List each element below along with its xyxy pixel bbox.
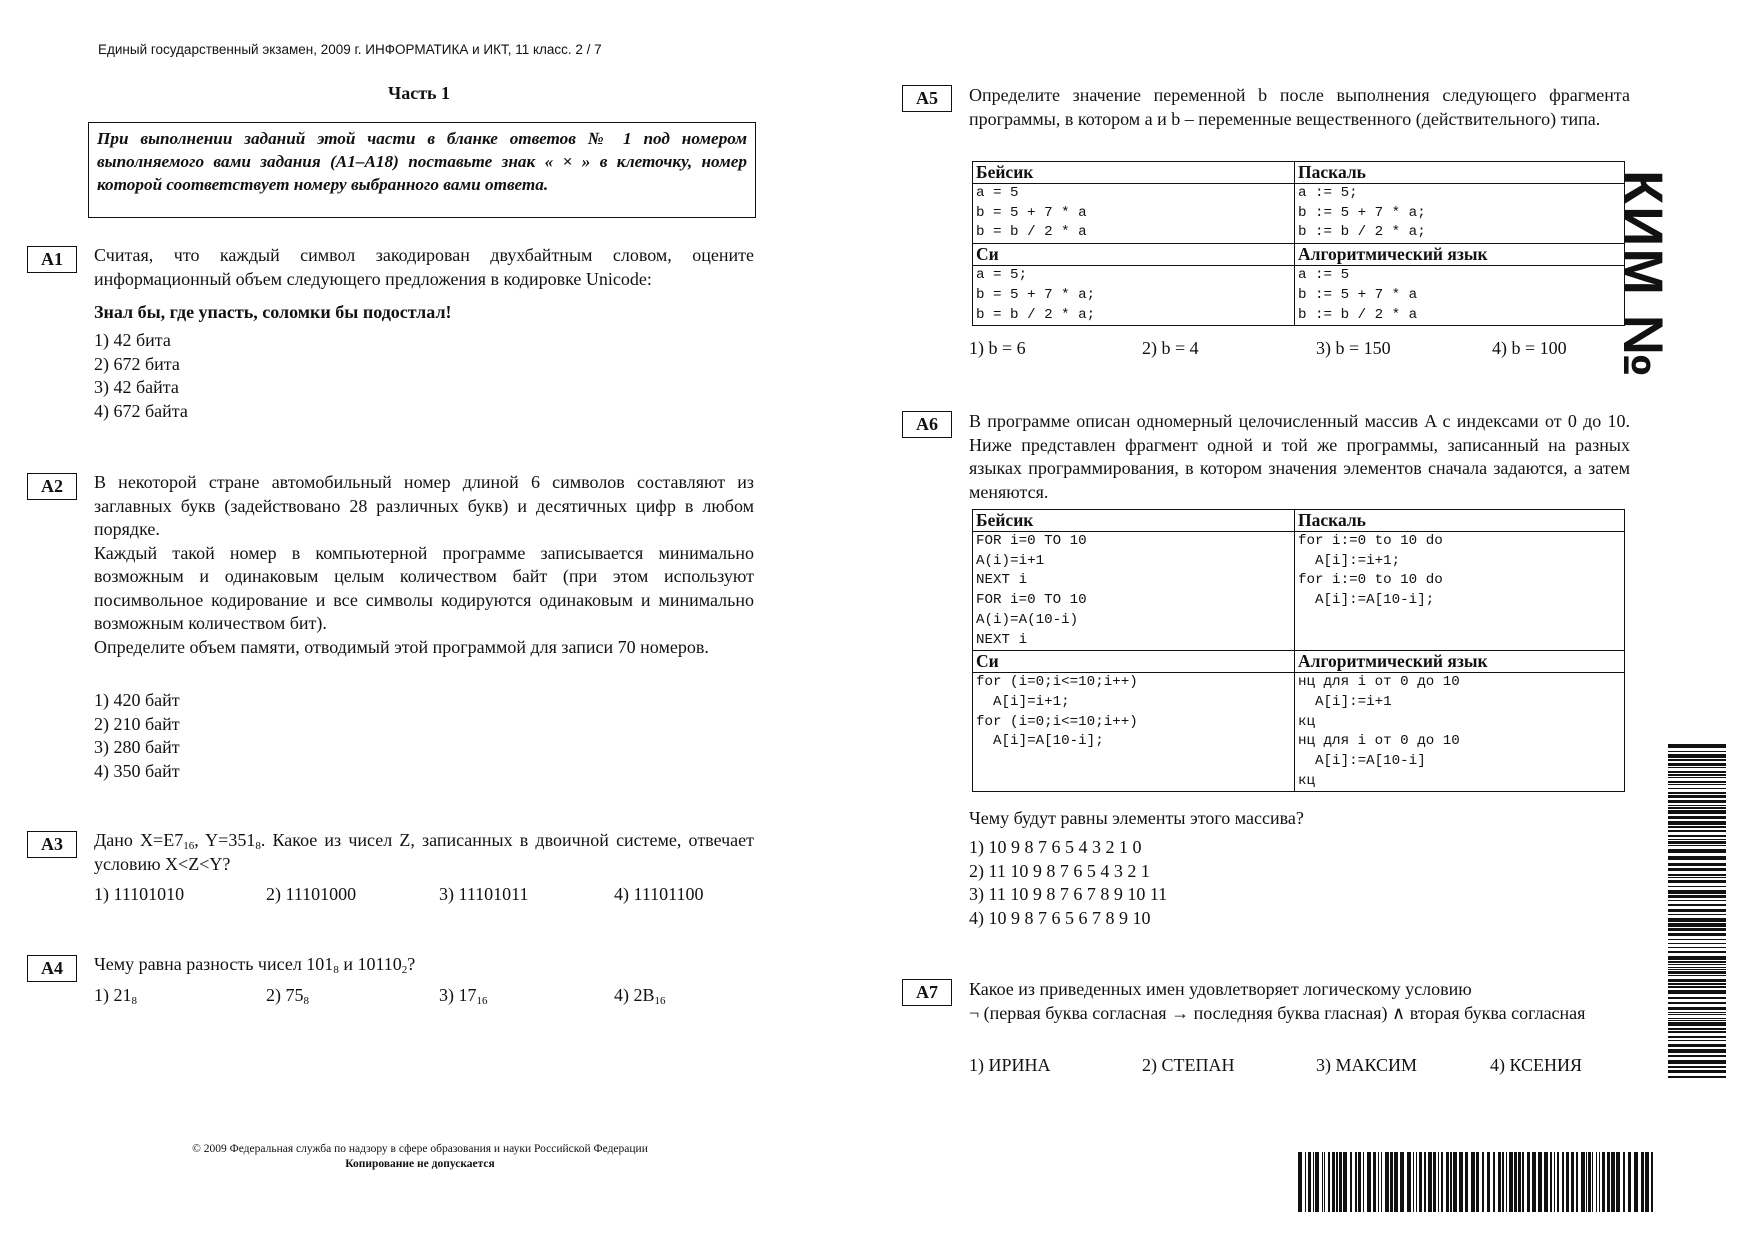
copyright-footer xyxy=(140,1142,700,1172)
barcode-bar xyxy=(1668,933,1726,936)
barcode-bar xyxy=(1668,1066,1726,1068)
barcode-bar xyxy=(1328,1152,1330,1212)
barcode-bar xyxy=(1668,886,1726,887)
header-alg: Алгоритмический язык xyxy=(1295,651,1625,673)
option: 2) 210 байт xyxy=(94,713,180,734)
header-basic: Бейсик xyxy=(973,162,1295,184)
barcode-bar xyxy=(1668,971,1726,974)
barcode-bar xyxy=(1509,1152,1513,1212)
barcode-bar xyxy=(1332,1152,1335,1212)
option: 3) 42 байта xyxy=(94,377,179,397)
barcode-vertical-icon xyxy=(1668,744,1732,1082)
barcode-bar xyxy=(1668,1036,1726,1038)
task-label-a2: A2 xyxy=(27,473,77,500)
barcode-bar xyxy=(1668,821,1726,825)
barcode-bar xyxy=(1459,1152,1463,1212)
barcode-bar xyxy=(1566,1152,1569,1212)
barcode-bar xyxy=(1668,807,1726,809)
barcode-bar xyxy=(1668,969,1726,970)
barcode-bar xyxy=(1476,1152,1479,1212)
barcode-bar xyxy=(1668,880,1726,883)
part-title: Часть 1 xyxy=(388,83,451,103)
barcode-bar xyxy=(1668,1070,1726,1073)
option: 3) 11101011 xyxy=(439,884,529,904)
barcode-bar xyxy=(1527,1152,1530,1212)
task-label-a3: A3 xyxy=(27,831,77,858)
copy-notice: Копирование не допускается xyxy=(345,1158,495,1170)
option: 1) b = 6 xyxy=(969,338,1026,358)
barcode-bar xyxy=(1557,1152,1559,1212)
barcode-bar xyxy=(1668,956,1726,960)
barcode-bar xyxy=(1668,810,1726,814)
barcode-bar xyxy=(1385,1152,1389,1212)
barcode-bar xyxy=(1668,767,1726,768)
barcode-bar xyxy=(1592,1152,1593,1212)
task-a3-text: Дано $X=E7_{16}$, $Y=351_8$. Какое из чисел Z, записанных в двоичной системе, отвечает условию X<Z<Y? xyxy=(94,830,755,874)
code-c: for (i=0;i<=10;i++) A[i]=i+1; for (i=0;i<=10;i++) A[i]=A[10-i]; xyxy=(973,673,1295,792)
option: 2) b = 4 xyxy=(1142,338,1199,358)
header-c: Си xyxy=(973,244,1295,266)
barcode-bar xyxy=(1554,1152,1555,1212)
barcode-bar xyxy=(1668,939,1726,940)
option: 1) 10 9 8 7 6 5 4 3 2 1 0 xyxy=(969,837,1142,857)
barcode-bar xyxy=(1298,1152,1302,1212)
barcode-bar xyxy=(1493,1152,1495,1212)
barcode-bar xyxy=(1324,1152,1325,1212)
barcode-bar xyxy=(1581,1152,1585,1212)
barcode-bar xyxy=(1611,1152,1615,1212)
barcode-bar xyxy=(1532,1152,1536,1212)
barcode-bar xyxy=(1668,961,1726,963)
code-pascal: a := 5; b := 5 + 7 * a; b := b / 2 * a; xyxy=(1295,184,1625,244)
barcode-bar xyxy=(1668,1044,1726,1047)
barcode-bar xyxy=(1668,784,1726,785)
barcode-bar xyxy=(1487,1152,1490,1212)
barcode-bar xyxy=(1355,1152,1357,1212)
barcode-bar xyxy=(1588,1152,1591,1212)
option: 1) $21_8$ xyxy=(94,985,137,1007)
code-basic: a = 5 b = 5 + 7 * a b = b / 2 * a xyxy=(973,184,1295,244)
task-a5-text: Определите значение переменной b после выполнения следующего фрагмента программы, в котором a и b – переменные вещественного (действительного) типа. xyxy=(969,85,1630,129)
barcode-bar xyxy=(1668,1007,1726,1010)
barcode-bar xyxy=(1390,1152,1393,1212)
barcode-bar xyxy=(1668,1002,1726,1004)
barcode-bar xyxy=(1668,967,1726,968)
barcode-bar xyxy=(1668,943,1726,944)
task-a6-question: Чему будут равны элементы этого массива? xyxy=(969,808,1304,828)
option: 2) СТЕПАН xyxy=(1142,1055,1235,1075)
barcode-bar xyxy=(1367,1152,1371,1212)
barcode-bar xyxy=(1668,1049,1726,1053)
barcode-bar xyxy=(1668,792,1726,794)
task-a4-text: Чему равна разность чисел $101_8$ и $10110_2$? xyxy=(94,954,416,976)
barcode-bar xyxy=(1668,788,1726,789)
barcode-bar xyxy=(1378,1152,1379,1212)
task-a4-options xyxy=(94,985,666,1006)
barcode-bar xyxy=(1343,1152,1347,1212)
option: 3) $17_{16}$ xyxy=(439,985,488,1007)
task-a2-options xyxy=(94,689,180,783)
option: 3) b = 150 xyxy=(1316,338,1391,358)
task-label-a7: A7 xyxy=(902,979,952,1006)
barcode-bar xyxy=(1668,774,1726,776)
barcode-bar xyxy=(1668,754,1726,758)
code-alg: нц для i от 0 до 10 A[i]:=i+1 кц нц для i от 0 до 10 A[i]:=A[10-i] кц xyxy=(1295,673,1625,792)
barcode-bar xyxy=(1668,890,1726,894)
barcode-bar xyxy=(1413,1152,1414,1212)
option: 4) 672 байта xyxy=(94,400,188,421)
barcode-bar xyxy=(1308,1152,1311,1212)
barcode-bar xyxy=(1668,1076,1726,1078)
task-a6-options xyxy=(969,836,1167,930)
barcode-bar xyxy=(1668,777,1726,778)
barcode-bar xyxy=(1538,1152,1542,1212)
task-a6-text: В программе описан одномерный целочисленный массив A с индексами от 0 до 10. Ниже представлен фрагмент одной и той же программы, записанный на разных языках программирования, в котором значения элементов сначала задаются, а затем меняются. xyxy=(969,411,1630,502)
barcode-bar xyxy=(1668,895,1726,898)
option: 1) 11101010 xyxy=(94,884,185,904)
task-a7-line2: ¬ (первая буква согласная → последняя буква гласная) ∧ вторая буква согласная xyxy=(969,1002,1586,1023)
barcode-bar xyxy=(1562,1152,1564,1212)
barcode-bar xyxy=(1668,1028,1726,1030)
barcode-bar xyxy=(1571,1152,1574,1212)
task-a7-line1: Какое из приведенных имен удовлетворяет логическому условию xyxy=(969,979,1472,999)
barcode-bar xyxy=(1424,1152,1426,1212)
barcode-bar xyxy=(1607,1152,1610,1212)
option: 4) $2B_{16}$ xyxy=(614,985,666,1007)
task-a1-options xyxy=(94,329,188,423)
barcode-bar xyxy=(1471,1152,1475,1212)
barcode-bar xyxy=(1668,845,1726,846)
barcode-bar xyxy=(1544,1152,1548,1212)
barcode-bar xyxy=(1668,751,1726,752)
barcode-bar xyxy=(1339,1152,1342,1212)
option: 2) 672 бита xyxy=(94,353,180,374)
task-a2-p3: Определите объем памяти, отводимый этой программой для записи 70 номеров. xyxy=(94,636,709,657)
option: 4) 11101100 xyxy=(614,884,704,904)
option: 3) МАКСИМ xyxy=(1316,1055,1418,1075)
barcode-bar xyxy=(1668,800,1726,803)
barcode-bar xyxy=(1465,1152,1468,1212)
barcode-bar xyxy=(1668,904,1726,906)
barcode-bar xyxy=(1668,900,1726,901)
barcode-bar xyxy=(1596,1152,1597,1212)
barcode-bar xyxy=(1315,1152,1319,1212)
option: 4) 10 9 8 7 6 5 6 7 8 9 10 xyxy=(969,907,1151,928)
barcode-bar xyxy=(1668,1020,1726,1021)
barcode-bar xyxy=(1438,1152,1439,1212)
barcode-bar xyxy=(1668,877,1726,878)
task-a1-phrase: Знал бы, где упасть, соломки бы подостлал! xyxy=(94,302,452,322)
barcode-bar xyxy=(1668,979,1726,982)
task-a2-p1: В некоторой стране автомобильный номер длиной 6 символов составляют из заглавных букв (задействовано 28 различных букв) и десятичных цифр в любом порядке. xyxy=(94,472,754,539)
barcode-bar xyxy=(1623,1152,1625,1212)
task-label-a1: A1 xyxy=(27,246,77,273)
option: 1) 42 бита xyxy=(94,330,171,350)
task-label-a6: A6 xyxy=(902,411,952,438)
barcode-bar xyxy=(1668,863,1726,866)
barcode-bar xyxy=(1668,1022,1726,1026)
header-pascal: Паскаль xyxy=(1295,162,1625,184)
header-alg: Алгоритмический язык xyxy=(1295,244,1625,266)
barcode-bar xyxy=(1428,1152,1432,1212)
option: 1) ИРИНА xyxy=(969,1055,1051,1075)
option: 3) 11 10 9 8 7 6 7 8 9 10 11 xyxy=(969,884,1168,904)
barcode-bar xyxy=(1400,1152,1404,1212)
page-header: Единый государственный экзамен, 2009 г. ИНФОРМАТИКА и ИКТ, 11 класс. 2 / 7 xyxy=(98,42,602,57)
barcode-bar xyxy=(1668,990,1726,994)
barcode-bar xyxy=(1668,986,1726,988)
barcode-bar xyxy=(1668,805,1726,806)
task-a2-text xyxy=(94,471,754,659)
barcode-bar xyxy=(1358,1152,1361,1212)
barcode-bar xyxy=(1336,1152,1338,1212)
barcode-bar xyxy=(1668,759,1726,761)
header-basic: Бейсик xyxy=(973,510,1295,532)
barcode-bar xyxy=(1586,1152,1587,1212)
barcode-bar xyxy=(1668,771,1726,773)
task-a2-p2: Каждый такой номер в компьютерной программе записывается минимально возможным и одинаковым целым количеством байт (при этом используют посимвольное кодирование и все символы кодируются одинаковым и минимально возможным количеством бит). xyxy=(94,542,754,633)
barcode-bar xyxy=(1668,909,1726,912)
instruction-box: При выполнении заданий этой части в бланке ответов № 1 под номером выполняемого вами задания (A1–A18) поставьте знак « × » в клеточку, номер которой соответствует номеру выбранного вами ответа. xyxy=(88,122,756,218)
header-pascal: Паскаль xyxy=(1295,510,1625,532)
barcode-bar xyxy=(1506,1152,1507,1212)
barcode-bar xyxy=(1668,928,1726,931)
barcode-bar xyxy=(1668,975,1726,976)
barcode-bar xyxy=(1453,1152,1457,1212)
barcode-bar xyxy=(1668,816,1726,819)
barcode-bar xyxy=(1645,1152,1649,1212)
barcode-bar xyxy=(1482,1152,1484,1212)
barcode-bar xyxy=(1446,1152,1449,1212)
code-pascal: for i:=0 to 10 do A[i]:=i+1; for i:=0 to 10 do A[i]:=A[10-i]; xyxy=(1295,532,1625,651)
barcode-bar xyxy=(1668,1060,1726,1064)
barcode-bar xyxy=(1641,1152,1644,1212)
barcode-bar xyxy=(1668,947,1726,948)
barcode-bar xyxy=(1668,997,1726,999)
barcode-bar xyxy=(1651,1152,1653,1212)
barcode-bar xyxy=(1313,1152,1314,1212)
barcode-bar xyxy=(1550,1152,1552,1212)
barcode-bar xyxy=(1668,923,1726,927)
barcode-bar xyxy=(1668,795,1726,798)
barcode-bar xyxy=(1518,1152,1521,1212)
header-c: Си xyxy=(973,651,1295,673)
barcode-bar xyxy=(1514,1152,1517,1212)
barcode-bar xyxy=(1668,826,1726,828)
barcode-bar xyxy=(1381,1152,1382,1212)
task-a1-text: Считая, что каждый символ закодирован двухбайтным словом, оцените информационный объем следующего предложения в кодировке Unicode: xyxy=(94,245,754,289)
barcode-bar xyxy=(1394,1152,1398,1212)
barcode-bar xyxy=(1668,1040,1726,1041)
barcode-bar xyxy=(1441,1152,1443,1212)
barcode-bar xyxy=(1373,1152,1376,1212)
barcode-bar xyxy=(1363,1152,1364,1212)
barcode-bar xyxy=(1668,830,1726,832)
task-a6-code-table xyxy=(972,509,1625,792)
option: 4) 350 байт xyxy=(94,760,180,781)
barcode-bar xyxy=(1419,1152,1422,1212)
option: 4) b = 100 xyxy=(1492,338,1567,358)
barcode-bar xyxy=(1668,1031,1726,1033)
barcode-bar xyxy=(1668,1055,1726,1057)
barcode-bar xyxy=(1668,1014,1726,1015)
barcode-bar xyxy=(1668,914,1726,915)
barcode-bar xyxy=(1305,1152,1306,1212)
barcode-bar xyxy=(1668,951,1726,953)
copyright-line: © 2009 Федеральная служба по надзору в сфере образования и науки Российской Федерации xyxy=(192,1143,648,1155)
code-basic: FOR i=0 TO 10 A(i)=i+1 NEXT i FOR i=0 TO 10 A(i)=A(10-i) NEXT i xyxy=(973,532,1295,651)
task-a5-options xyxy=(969,338,1567,359)
barcode-bar xyxy=(1628,1152,1631,1212)
barcode-bar xyxy=(1522,1152,1524,1212)
barcode-bar xyxy=(1407,1152,1411,1212)
barcode-bar xyxy=(1602,1152,1605,1212)
barcode-bar xyxy=(1668,918,1726,922)
barcode-bar xyxy=(1350,1152,1352,1212)
barcode-bar xyxy=(1668,835,1726,837)
barcode-horizontal-icon xyxy=(1298,1152,1656,1216)
barcode-bar xyxy=(1498,1152,1501,1212)
barcode-bar xyxy=(1668,763,1726,766)
option: 4) КСЕНИЯ xyxy=(1490,1055,1583,1075)
barcode-bar xyxy=(1450,1152,1452,1212)
barcode-bar xyxy=(1668,856,1726,860)
kim-number-label: КИМ № xyxy=(1612,170,1675,380)
task-a7-options xyxy=(969,1055,1582,1076)
barcode-bar xyxy=(1668,781,1726,783)
barcode-bar xyxy=(1668,1018,1726,1019)
barcode-bar xyxy=(1668,874,1726,876)
barcode-bar xyxy=(1416,1152,1417,1212)
barcode-bar xyxy=(1616,1152,1620,1212)
barcode-bar xyxy=(1576,1152,1578,1212)
task-a3-options xyxy=(94,884,704,905)
task-a5-code-table xyxy=(972,161,1625,326)
barcode-bar xyxy=(1668,983,1726,985)
option: 2) 11 10 9 8 7 6 5 4 3 2 1 xyxy=(969,860,1150,881)
barcode-bar xyxy=(1668,849,1726,853)
option: 1) 420 байт xyxy=(94,690,180,710)
barcode-bar xyxy=(1322,1152,1323,1212)
barcode-bar xyxy=(1634,1152,1638,1212)
barcode-bar xyxy=(1668,744,1726,748)
barcode-bar xyxy=(1668,839,1726,840)
barcode-bar xyxy=(1668,868,1726,871)
task-label-a4: A4 xyxy=(27,955,77,982)
task-label-a5: A5 xyxy=(902,85,952,112)
option: 2) 11101000 xyxy=(266,884,357,904)
barcode-bar xyxy=(1502,1152,1504,1212)
option: 2) $75_8$ xyxy=(266,985,309,1007)
code-alg: a := 5 b := 5 + 7 * a b := b / 2 * a xyxy=(1295,266,1625,326)
barcode-bar xyxy=(1668,964,1726,965)
barcode-bar xyxy=(1433,1152,1436,1212)
barcode-bar xyxy=(1599,1152,1600,1212)
barcode-bar xyxy=(1668,1012,1726,1013)
option: 3) 280 байт xyxy=(94,737,180,757)
barcode-bar xyxy=(1668,841,1726,844)
code-c: a = 5; b = 5 + 7 * a; b = b / 2 * a; xyxy=(973,266,1295,326)
task-a7-text xyxy=(969,978,1630,1025)
